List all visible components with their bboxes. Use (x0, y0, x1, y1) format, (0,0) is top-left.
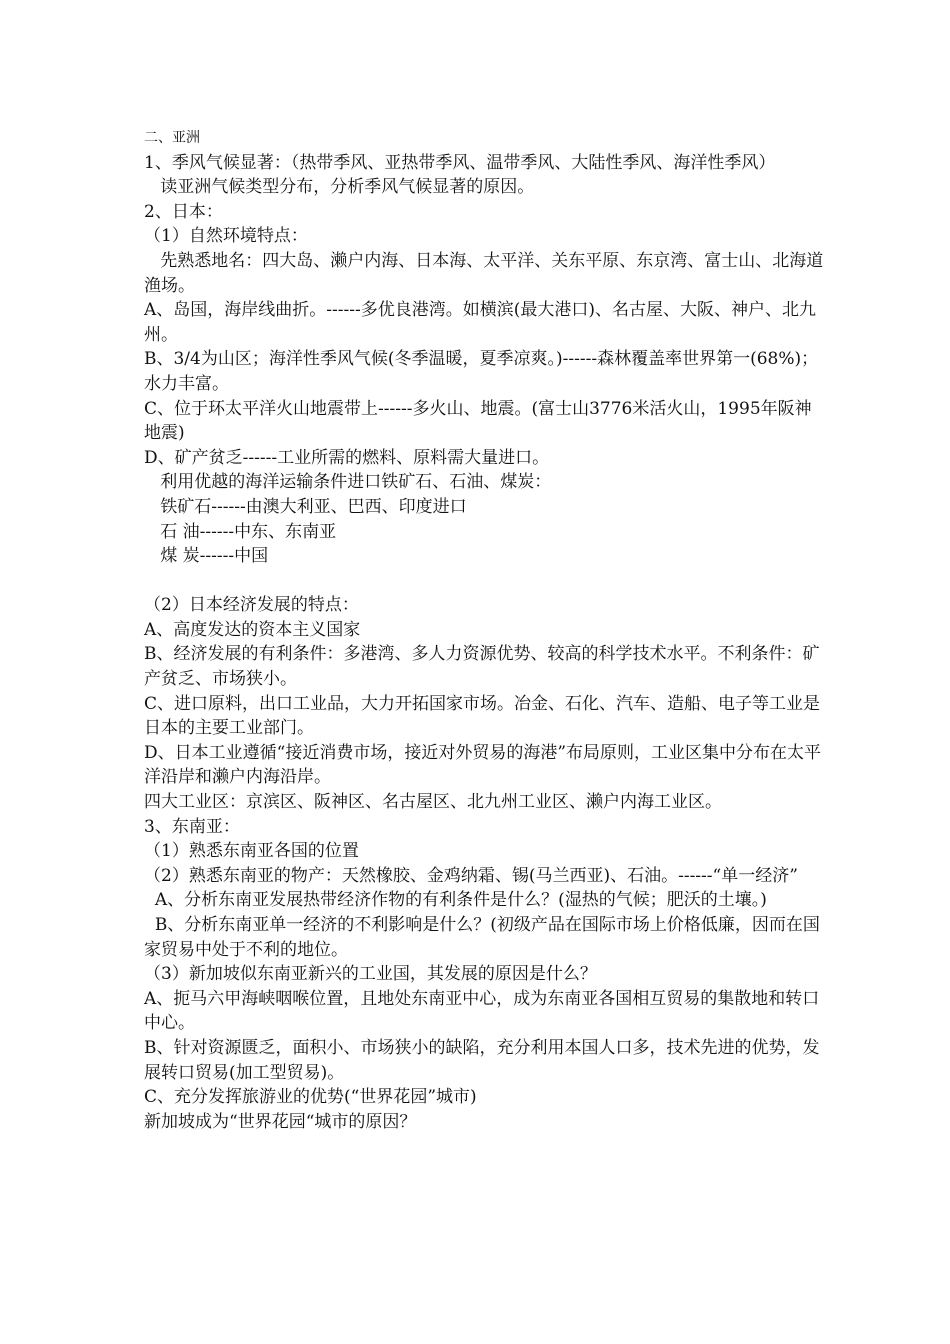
document-body (144, 126, 824, 1134)
text-line: A、高度发达的资本主义国家 (144, 619, 361, 640)
text-line: C、位于环太平洋火山地震带上------多火山、地震。(富士山3776米活火山，1995年阪神地震) (144, 398, 812, 444)
text-line: 石 油------中东、东南亚 (144, 521, 337, 542)
text-line: A、岛国，海岸线曲折。------多优良港湾。如横滨(最大港口)、名古屋、大阪、神户、北九州。 (144, 300, 817, 345)
section-heading-asia: 二、亚洲 (144, 130, 200, 146)
subsection-heading: （2）熟悉东南亚的物产：天然橡胶、金鸡纳霜、锡(马兰西亚)、石油。------“单一经济” (144, 865, 798, 886)
text-line: B、分析东南亚单一经济的不利影响是什么？(初级产品在国际市场上价格低廉，因而在国家贸易中处于不利的地位。 (144, 915, 820, 960)
section-heading-japan: 2、日本： (144, 201, 223, 222)
subsection-heading: （3）新加坡似东南亚新兴的工业国，其发展的原因是什么？ (144, 964, 597, 985)
text-line: C、充分发挥旅游业的优势(“世界花园”城市) (144, 1087, 477, 1108)
text-line: 煤 炭------中国 (144, 546, 269, 567)
subsection-heading: （2）日本经济发展的特点： (144, 595, 359, 616)
text-line: 利用优越的海洋运输条件进口铁矿石、石油、煤炭： (144, 472, 552, 493)
subsection-heading: （1）自然环境特点： (144, 226, 308, 247)
text-line: C、进口原料，出口工业品，大力开拓国家市场。冶金、石化、汽车、造船、电子等工业是日本的主要工业部门。 (144, 693, 821, 739)
section-heading-southeast-asia: 3、东南亚： (144, 816, 240, 837)
subsection-heading: （1）熟悉东南亚各国的位置 (144, 841, 359, 862)
text-line: 先熟悉地名：四大岛、濑户内海、日本海、太平洋、关东平原、东京湾、富士山、北海道渔场。 (144, 250, 824, 296)
text-line: A、分析东南亚发展热带经济作物的有利条件是什么？(湿热的气候；肥沃的土壤。) (144, 890, 767, 911)
text-line: D、矿产贫乏------工业所需的燃料、原料需大量进口。 (144, 447, 550, 468)
text-line: 四大工业区：京滨区、阪神区、名古屋区、北九州工业区、濑户内海工业区。 (144, 792, 722, 813)
text-line: 新加坡成为“世界花园“城市的原因？ (144, 1111, 417, 1132)
text-line: D、日本工业遵循“接近消费市场，接近对外贸易的海港”布局原则，工业区集中分布在太平洋沿岸和濑户内海沿岸。 (144, 742, 822, 788)
text-line: B、经济发展的有利条件：多港湾、多人力资源优势、较高的科学技术水平。不利条件：矿产贫乏、市场狭小。 (144, 644, 820, 690)
text-line: B、针对资源匮乏，面积小、市场狭小的缺陷，充分利用本国人口多，技术先进的优势，发展转口贸易(加工型贸易)。 (144, 1037, 820, 1083)
text-line: B、3/4为山区；海洋性季风气候(冬季温暖，夏季凉爽。)------森林覆盖率世界第一(68%)；水力丰富。 (144, 349, 819, 394)
blank-line (144, 569, 824, 594)
text-line: 1、季风气候显著：（热带季风、亚热带季风、温带季风、大陆性季风、海洋性季风） (144, 152, 776, 173)
text-line: 读亚洲气候类型分布，分析季风气候显著的原因。 (144, 177, 535, 198)
text-line: A、扼马六甲海峡咽喉位置，且地处东南亚中心，成为东南亚各国相互贸易的集散地和转口中心。 (144, 988, 820, 1034)
text-line: 铁矿石------由澳大利亚、巴西、印度进口 (144, 496, 467, 517)
